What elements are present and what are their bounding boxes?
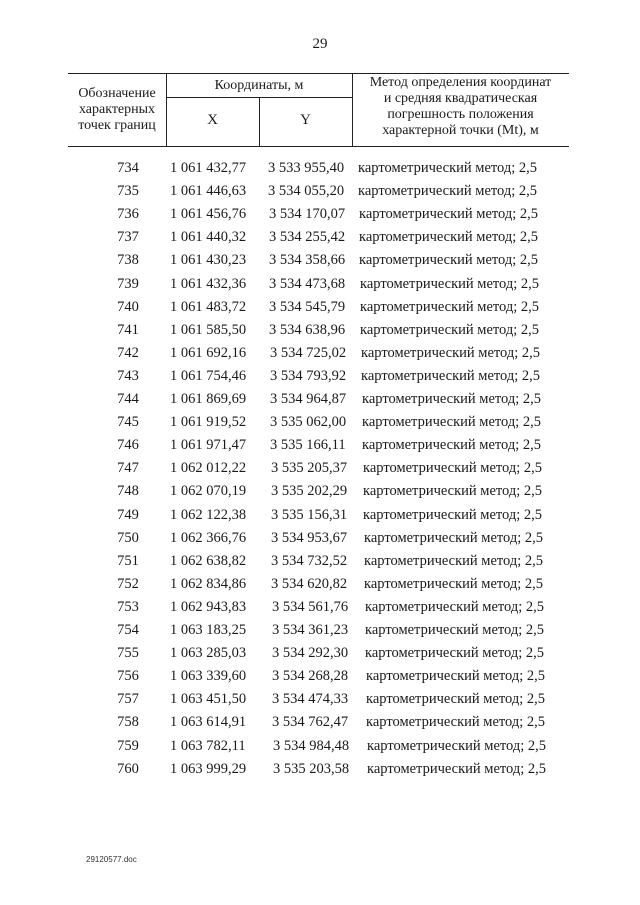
y-coordinate: 3 534 732,52	[271, 552, 348, 569]
y-coordinate: 3 534 620,82	[271, 575, 348, 592]
point-number: 758	[117, 714, 139, 731]
x-coordinate: 1 061 869,69	[170, 391, 247, 407]
x-coordinate: 1 063 183,25	[170, 622, 247, 638]
y-coordinate: 3 534 953,67	[271, 529, 348, 546]
x-coordinate: 1 062 122,38	[170, 506, 247, 523]
method-accuracy: картометрический метод; 2,5	[362, 391, 542, 407]
method-accuracy: картометрический метод; 2,5	[366, 714, 546, 731]
header-method-line: Метод определения координат	[369, 75, 552, 90]
point-number: 744	[117, 391, 139, 407]
method-accuracy: картометрический метод; 2,5	[365, 622, 545, 638]
method-accuracy: картометрический метод; 2,5	[367, 737, 547, 754]
method-accuracy: картометрический метод; 2,5	[359, 229, 539, 246]
header-method	[352, 75, 569, 139]
header-method-line: и средняя квадратическая	[383, 91, 538, 106]
point-number: 759	[117, 737, 139, 754]
point-number: 752	[117, 575, 139, 592]
x-coordinate: 1 062 638,82	[170, 552, 247, 569]
point-number: 751	[117, 552, 139, 569]
method-accuracy: картометрический метод; 2,5	[360, 275, 540, 292]
method-accuracy: картометрический метод; 2,5	[358, 183, 538, 200]
y-coordinate: 3 534 964,87	[270, 391, 347, 407]
method-accuracy: картометрический метод; 2,5	[367, 760, 547, 777]
point-number: 753	[117, 598, 139, 615]
method-accuracy: картометрический метод; 2,5	[360, 298, 540, 315]
y-coordinate: 3 535 203,58	[273, 760, 350, 777]
method-accuracy: картометрический метод; 2,5	[358, 160, 538, 176]
method-accuracy: картометрический метод; 2,5	[365, 645, 545, 662]
method-accuracy: картометрический метод; 2,5	[363, 483, 543, 500]
method-accuracy: картометрический метод; 2,5	[366, 691, 546, 708]
point-number: 748	[117, 483, 139, 500]
y-coordinate: 3 534 725,02	[270, 344, 347, 361]
x-coordinate: 1 061 483,72	[170, 298, 247, 315]
method-accuracy: картометрический метод; 2,5	[360, 321, 540, 338]
header-x: X	[207, 112, 218, 128]
method-accuracy: картометрический метод; 2,5	[359, 206, 539, 223]
x-coordinate: 1 062 943,83	[170, 598, 247, 615]
point-number: 740	[117, 298, 139, 315]
point-number: 755	[117, 645, 139, 662]
point-number: 750	[117, 529, 139, 546]
point-number: 736	[117, 206, 139, 223]
y-coordinate: 3 534 638,96	[269, 321, 346, 338]
point-number: 747	[117, 460, 139, 477]
y-coordinate: 3 534 545,79	[269, 298, 346, 315]
point-number: 742	[117, 344, 139, 361]
x-coordinate: 1 061 432,36	[170, 275, 247, 292]
y-coordinate: 3 534 170,07	[269, 206, 346, 223]
x-coordinate: 1 063 339,60	[170, 668, 247, 685]
point-number: 741	[117, 321, 139, 338]
x-coordinate: 1 063 285,03	[170, 645, 247, 662]
y-coordinate: 3 535 166,11	[270, 437, 346, 454]
header-method-line: погрешность положения	[387, 107, 534, 122]
method-accuracy: картометрический метод; 2,5	[366, 668, 546, 685]
y-coordinate: 3 535 202,29	[271, 483, 348, 500]
method-accuracy: картометрический метод; 2,5	[361, 344, 541, 361]
point-number: 745	[117, 414, 139, 431]
y-coordinate: 3 535 156,31	[271, 506, 348, 523]
method-accuracy: картометрический метод; 2,5	[364, 552, 544, 569]
method-accuracy: картометрический метод; 2,5	[365, 598, 545, 615]
header-point-designation-line: характерных	[78, 102, 156, 117]
document-filename: 29120577.doc	[86, 855, 137, 864]
method-accuracy: картометрический метод; 2,5	[364, 529, 544, 546]
y-coordinate: 3 534 292,30	[272, 645, 349, 662]
point-number: 756	[117, 668, 139, 685]
x-coordinate: 1 061 440,32	[170, 229, 247, 246]
y-coordinate: 3 535 205,37	[271, 460, 348, 477]
header-bottom-rule	[68, 146, 569, 147]
x-coordinate: 1 061 585,50	[170, 321, 247, 338]
point-number: 743	[117, 367, 139, 384]
x-coordinate: 1 063 614,91	[170, 714, 247, 731]
point-number: 734	[117, 160, 139, 176]
y-coordinate: 3 534 361,23	[272, 622, 349, 638]
x-coordinate: 1 062 070,19	[170, 483, 247, 500]
y-coordinate: 3 535 062,00	[270, 414, 347, 431]
point-number: 737	[117, 229, 139, 246]
y-coordinate: 3 534 358,66	[269, 252, 346, 269]
header-coordinates: Координаты, м	[214, 78, 304, 93]
x-coordinate: 1 061 971,47	[170, 437, 247, 454]
point-number: 760	[117, 760, 139, 777]
x-coordinate: 1 063 999,29	[170, 760, 247, 777]
x-coordinate: 1 061 456,76	[170, 206, 247, 223]
y-coordinate: 3 534 561,76	[272, 598, 349, 615]
x-coordinate: 1 061 446,63	[170, 183, 247, 200]
method-accuracy: картометрический метод; 2,5	[363, 460, 543, 477]
header-point-designation-line: точек границ	[78, 118, 156, 133]
point-number: 757	[117, 691, 139, 708]
x-coordinate: 1 063 782,11	[170, 737, 246, 754]
x-coordinate: 1 061 432,77	[170, 160, 247, 176]
x-coordinate: 1 062 012,22	[170, 460, 247, 477]
header-top-rule	[68, 73, 569, 74]
point-number: 738	[117, 252, 139, 269]
x-coordinate: 1 062 834,86	[170, 575, 247, 592]
header-method-line: характерной точки (Mt), м	[382, 123, 539, 138]
point-number: 746	[117, 437, 139, 454]
y-coordinate: 3 534 474,33	[272, 691, 349, 708]
point-number: 735	[117, 183, 139, 200]
x-coordinate: 1 061 754,46	[170, 367, 247, 384]
y-coordinate: 3 534 255,42	[269, 229, 346, 246]
header-point-designation	[68, 86, 166, 134]
y-coordinate: 3 534 984,48	[273, 737, 350, 754]
x-coordinate: 1 062 366,76	[170, 529, 247, 546]
x-coordinate: 1 061 692,16	[170, 344, 247, 361]
method-accuracy: картометрический метод; 2,5	[361, 367, 541, 384]
method-accuracy: картометрический метод; 2,5	[362, 414, 542, 431]
x-coordinate: 1 063 451,50	[170, 691, 247, 708]
header-point-designation-line: Обозначение	[78, 86, 156, 101]
x-coordinate: 1 061 430,23	[170, 252, 247, 269]
point-number: 739	[117, 275, 139, 292]
y-coordinate: 3 534 762,47	[272, 714, 349, 731]
page-number: 29	[312, 36, 328, 52]
y-coordinate: 3 533 955,40	[268, 160, 345, 176]
method-accuracy: картометрический метод; 2,5	[363, 506, 543, 523]
y-coordinate: 3 534 793,92	[270, 367, 347, 384]
method-accuracy: картометрический метод; 2,5	[362, 437, 542, 454]
y-coordinate: 3 534 055,20	[268, 183, 345, 200]
header-y: Y	[300, 112, 311, 128]
y-coordinate: 3 534 268,28	[272, 668, 349, 685]
point-number: 749	[117, 506, 139, 523]
point-number: 754	[117, 622, 139, 638]
method-accuracy: картометрический метод; 2,5	[364, 575, 544, 592]
y-coordinate: 3 534 473,68	[269, 275, 346, 292]
method-accuracy: картометрический метод; 2,5	[359, 252, 539, 269]
x-coordinate: 1 061 919,52	[170, 414, 247, 431]
